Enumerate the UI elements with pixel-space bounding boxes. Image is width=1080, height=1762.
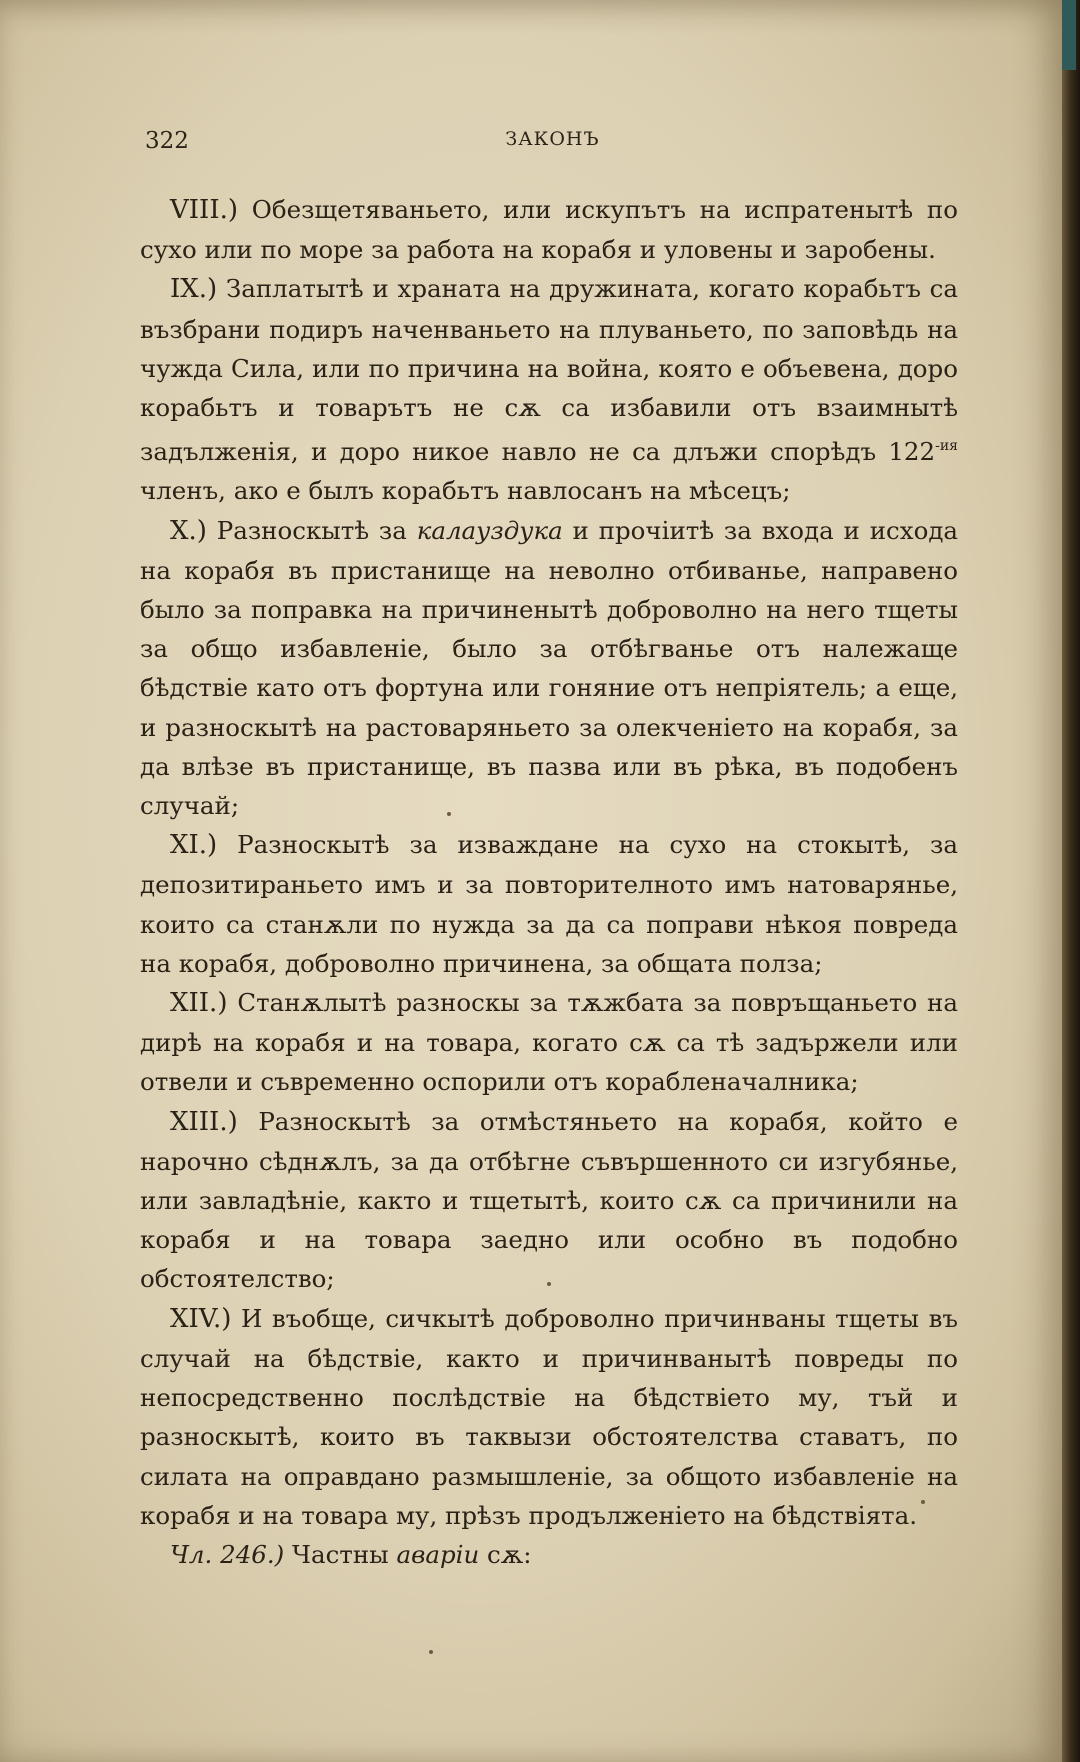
item-number: IX.) [170, 274, 218, 305]
body-text [140, 190, 958, 1574]
paragraph-text: Разноскытѣ за [206, 515, 417, 545]
ordinal-superscript: -ия [935, 438, 958, 455]
item-number: XI.) [170, 830, 218, 861]
page-tab-marker [1062, 0, 1076, 70]
paragraph-text: Заплатытѣ и храната на дружината, когато корабьтъ са възбрани подиръ наченваньето на плуваньето, по заповѣдь на чужда Сила, или по причина на война, която е объевена, доро корабьтъ и товарътъ не сѫ са избавили отъ взаимнытѣ задълженія, и доро никое навло не са длъжи спорѣдъ 122 [140, 274, 958, 467]
article-text-continued: сѫ: [479, 1539, 532, 1569]
paragraph-text: Обезщетяваньето, или искупътъ на испратенытѣ по сухо или по море за работа на корабя и уловены и заробены. [140, 195, 958, 265]
page-number: 322 [145, 128, 189, 154]
item-number: VIII.) [170, 195, 238, 225]
item-number: XII.) [170, 988, 228, 1019]
item-number: XIV.) [170, 1303, 232, 1334]
italic-term: калауздука [416, 515, 563, 545]
article-246-line [140, 1535, 958, 1574]
paragraph-xii [140, 983, 958, 1102]
page-header [145, 128, 960, 162]
paragraph-text: Разноскытѣ за отмѣстяньето на корабя, който е нарочно сѣднѫлъ, за да отбѣгне съвършенното си изгубянье, или завладѣніе, както и тщетытѣ, които сѫ са причинили на корабя и на товара заедно или особно въ подобно обстоятелство; [140, 1106, 958, 1294]
item-number: X.) [170, 515, 207, 546]
paper-speck [921, 1500, 925, 1504]
paper-speck [429, 1650, 433, 1654]
book-spine-edge [1062, 0, 1080, 1762]
paragraph-xiv [140, 1299, 958, 1535]
paragraph-text: Разноскытѣ за изваждане на сухо на стокытѣ, за депозитираньето имъ и за повторителното имъ натоварянье, които са станѫли по нужда за да са поправи нѣкоя повреда на корабя, доброволно причинена, за общата полза; [140, 830, 958, 978]
italic-term: аварiи [396, 1539, 480, 1569]
paper-speck [547, 1282, 551, 1286]
paragraph-xiii [140, 1102, 958, 1299]
paragraph-viii [140, 190, 958, 269]
article-text: Частны [284, 1539, 397, 1569]
paper-speck [447, 812, 451, 816]
article-number: Чл. 246.) [170, 1539, 285, 1569]
paragraph-text: И въобще, сичкытѣ доброволно причинваны тщеты въ случай на бѣдствіе, както и причинванытѣ повреды по непосредственно послѣдствіе на бѣдствіето му, тъй и разноскытѣ, които въ таквызи обстоятелства ставатъ, по силата на оправдано размышленіе, за общото избавленіе на корабя и на товара му, прѣзъ продълженіето на бѣдствіята. [140, 1303, 958, 1530]
running-title: ЗАКОНЪ [505, 128, 600, 150]
paragraph-text: Станѫлытѣ разноскы за тѫжбата за повръщаньето на дирѣ на корабя и на товара, когато сѫ са тѣ задържели или отвели и съвременно оспорили отъ корабленачалника; [140, 988, 958, 1097]
paragraph-xi [140, 825, 958, 983]
paragraph-text-continued: и прочіитѣ за входа и исхода на корабя въ пристанище на неволно отбиванье, направено было за поправка на причиненытѣ доброволно на него тщеты за общо избавленіе, было за отбѣгванье отъ належаще бѣдствіе като отъ фортуна или гоняние отъ непріятель; а еще, и разноскытѣ на растоваряньето за олекченіето на корабя, за да влѣзе въ пристанище, въ пазва или въ рѣка, въ подобенъ случай; [140, 515, 959, 821]
paragraph-ix [140, 269, 958, 510]
paragraph-x [140, 511, 958, 826]
paragraph-text-continued: членъ, ако е былъ корабьтъ навлосанъ на мѣсецъ; [140, 476, 791, 506]
item-number: XIII.) [170, 1106, 238, 1137]
